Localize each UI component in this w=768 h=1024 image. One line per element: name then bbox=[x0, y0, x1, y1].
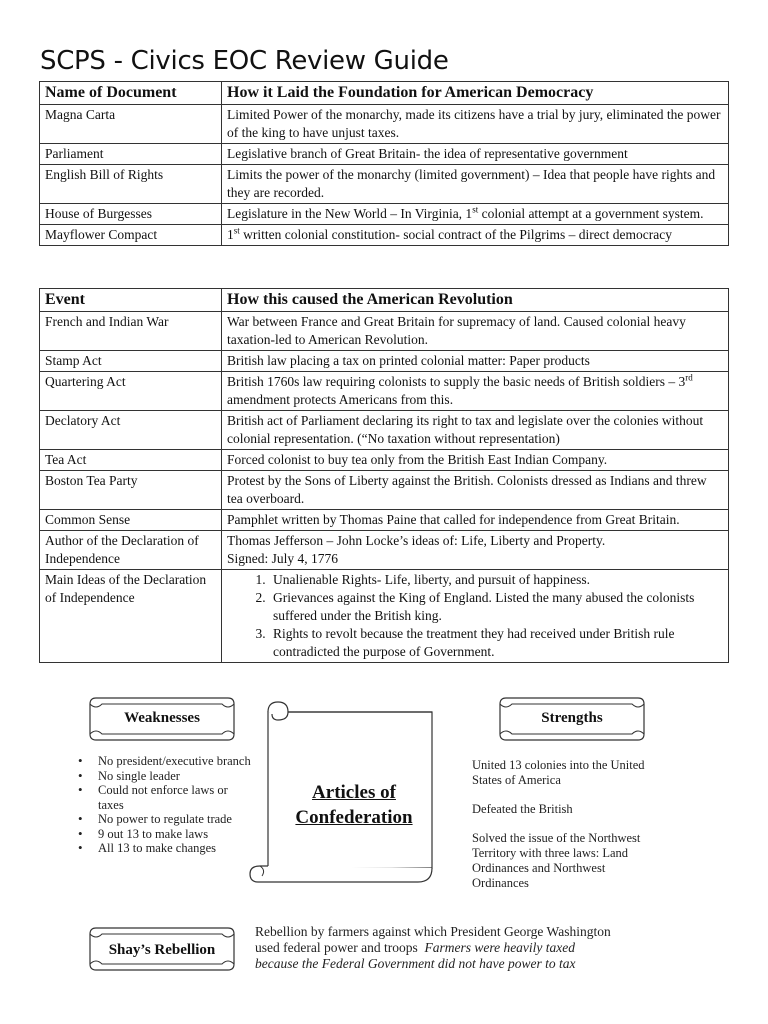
events-table bbox=[39, 288, 729, 663]
table-row bbox=[40, 510, 729, 531]
document-description: Limits the power of the monarchy (limited government) – Idea that people have rights and they are recorded. bbox=[222, 165, 729, 204]
table-row bbox=[40, 372, 729, 411]
list-item: • All 13 to make changes bbox=[76, 841, 251, 856]
documents-table bbox=[39, 81, 729, 246]
list-item: • No single leader bbox=[76, 769, 251, 784]
document-name: Magna Carta bbox=[40, 105, 222, 144]
list-item: Defeated the British bbox=[472, 802, 573, 816]
column-header: How this caused the American Revolution bbox=[222, 289, 729, 312]
column-header: Name of Document bbox=[40, 82, 222, 105]
event-name: Main Ideas of the Declaration of Independence bbox=[40, 570, 222, 663]
event-description: British 1760s law requiring colonists to supply the basic needs of British soldiers – 3rd amendment protects Americans from this. bbox=[222, 372, 729, 411]
articles-title: Articles of Confederation bbox=[295, 782, 413, 828]
table-row bbox=[40, 411, 729, 450]
table-row bbox=[40, 471, 729, 510]
event-description: Forced colonist to buy tea only from the British East Indian Company. bbox=[222, 450, 729, 471]
document-description: 1st written colonial constitution- social contract of the Pilgrims – direct democracy bbox=[222, 225, 729, 246]
event-name: Tea Act bbox=[40, 450, 222, 471]
list-item: 3. Rights to revolt because the treatment they had received under British rule contradicted the purpose of Government. bbox=[269, 625, 723, 661]
list-item: • No president/executive branch bbox=[76, 754, 251, 769]
event-description: Pamphlet written by Thomas Paine that called for independence from Great Britain. bbox=[222, 510, 729, 531]
table-header-row bbox=[40, 82, 729, 105]
document-name: House of Burgesses bbox=[40, 204, 222, 225]
event-name: Common Sense bbox=[40, 510, 222, 531]
list-item: Solved the issue of the Northwest Territory with three laws: Land Ordinances and Northwest Ordinances bbox=[472, 831, 641, 890]
shays-label: Shay’s Rebellion bbox=[108, 942, 216, 958]
document-name: Parliament bbox=[40, 144, 222, 165]
event-description: Protest by the Sons of Liberty against the British. Colonists dressed as Indians and threw tea overboard. bbox=[222, 471, 729, 510]
list-item: 2. Grievances against the King of England. Listed the many abused the colonists suffered under the British king. bbox=[269, 589, 723, 625]
event-description: Thomas Jefferson – John Locke’s ideas of: Life, Liberty and Property. Signed: July 4, 1776 bbox=[222, 531, 729, 570]
document-name: Mayflower Compact bbox=[40, 225, 222, 246]
table-row bbox=[40, 225, 729, 246]
main-ideas-list bbox=[227, 571, 723, 661]
event-name: Quartering Act bbox=[40, 372, 222, 411]
table-row bbox=[40, 312, 729, 351]
table-row bbox=[40, 105, 729, 144]
event-description bbox=[222, 570, 729, 663]
event-name: Stamp Act bbox=[40, 351, 222, 372]
document-name: English Bill of Rights bbox=[40, 165, 222, 204]
event-name: French and Indian War bbox=[40, 312, 222, 351]
table-row bbox=[40, 531, 729, 570]
list-item: 1. Unalienable Rights- Life, liberty, and pursuit of happiness. bbox=[269, 571, 723, 589]
table-row bbox=[40, 450, 729, 471]
column-header: Event bbox=[40, 289, 222, 312]
document-description: Legislative branch of Great Britain- the idea of representative government bbox=[222, 144, 729, 165]
event-description: War between France and Great Britain for supremacy of land. Caused colonial heavy taxation-led to American Revolution. bbox=[222, 312, 729, 351]
event-name: Declatory Act bbox=[40, 411, 222, 450]
document-description: Legislature in the New World – In Virginia, 1st colonial attempt at a government system. bbox=[222, 204, 729, 225]
event-name: Boston Tea Party bbox=[40, 471, 222, 510]
table-row bbox=[40, 204, 729, 225]
table-row bbox=[40, 570, 729, 663]
list-item: United 13 colonies into the United States of America bbox=[472, 758, 645, 787]
table-row bbox=[40, 144, 729, 165]
weaknesses-label: Weaknesses bbox=[124, 710, 200, 726]
list-item: • 9 out 13 to make laws bbox=[76, 827, 251, 842]
weaknesses-list bbox=[76, 754, 251, 856]
table-header-row bbox=[40, 289, 729, 312]
strengths-label: Strengths bbox=[541, 710, 603, 726]
event-description: British law placing a tax on printed colonial matter: Paper products bbox=[222, 351, 729, 372]
list-item: • No power to regulate trade bbox=[76, 812, 251, 827]
list-item: • Could not enforce laws or taxes bbox=[76, 783, 251, 812]
column-header: How it Laid the Foundation for American Democracy bbox=[222, 82, 729, 105]
event-name: Author of the Declaration of Independence bbox=[40, 531, 222, 570]
table-row bbox=[40, 165, 729, 204]
shays-description: Rebellion by farmers against which President George Washington used federal power and troops Farmers were heavily taxed because the Federal Government did not have power to tax bbox=[255, 924, 611, 971]
document-description: Limited Power of the monarchy, made its citizens have a trial by jury, eliminated the power of the king to have unjust taxes. bbox=[222, 105, 729, 144]
table-row bbox=[40, 351, 729, 372]
strengths-list bbox=[472, 758, 662, 905]
event-description: British act of Parliament declaring its right to tax and legislate over the colonies without colonial representation. (“No taxation without representation) bbox=[222, 411, 729, 450]
page-title: SCPS - Civics EOC Review Guide bbox=[40, 46, 449, 76]
